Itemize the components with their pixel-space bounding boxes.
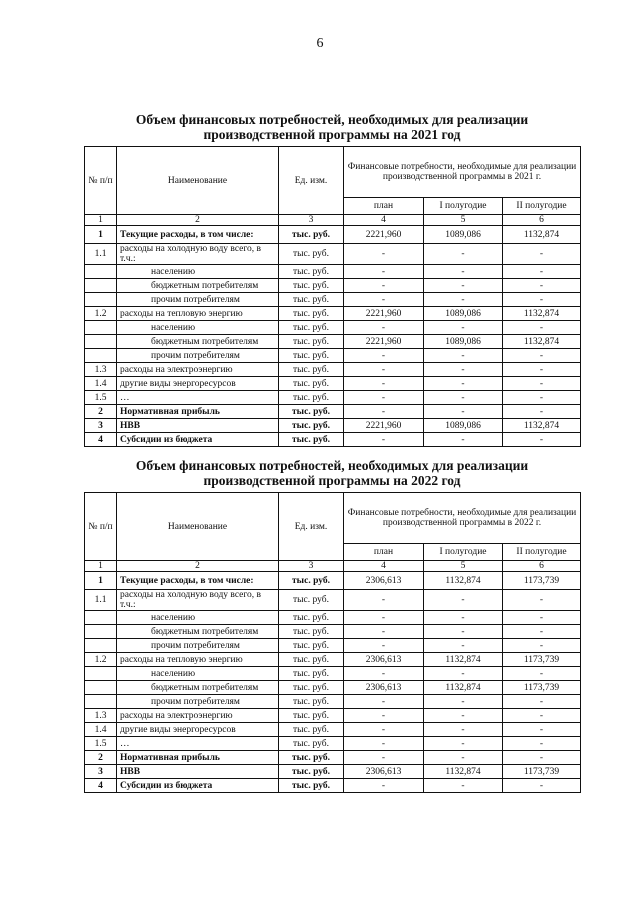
row-plan-cell: -	[344, 433, 424, 447]
row-name-cell: прочим потребителям	[117, 695, 279, 709]
row-half-2-cell: -	[503, 244, 581, 265]
col-number: 3	[279, 215, 344, 226]
row-plan-cell: -	[344, 279, 424, 293]
row-half-1-cell: -	[424, 751, 503, 765]
row-num-cell: 3	[85, 419, 117, 433]
table-row	[85, 653, 581, 667]
page-number: 6	[316, 36, 324, 51]
row-num-cell	[85, 639, 117, 653]
table-row	[85, 779, 581, 793]
row-name-cell: бюджетным потребителям	[117, 681, 279, 695]
row-name-cell: расходы на холодную воду всего, в т.ч.:	[117, 244, 279, 265]
row-num-cell	[85, 611, 117, 625]
row-num-cell: 4	[85, 433, 117, 447]
row-plan-cell: -	[344, 667, 424, 681]
table-row	[85, 391, 581, 405]
row-unit-cell: тыс. руб.	[279, 695, 344, 709]
title-line-1: Объем финансовых потребностей, необходимых для реализации	[135, 458, 529, 473]
row-half-2-cell: 1173,739	[503, 572, 581, 590]
row-half-1-cell: -	[424, 625, 503, 639]
row-half-2-cell: -	[503, 590, 581, 611]
row-plan-cell: -	[344, 590, 424, 611]
col-number: 3	[279, 561, 344, 572]
row-name-cell: другие виды энергоресурсов	[117, 723, 279, 737]
row-num-cell: 1.3	[85, 709, 117, 723]
row-name-cell: населению	[117, 265, 279, 279]
table-body	[85, 493, 581, 793]
row-unit-cell: тыс. руб.	[279, 667, 344, 681]
col-number: 4	[344, 215, 424, 226]
row-num-cell: 1	[85, 572, 117, 590]
col-number: 6	[503, 561, 581, 572]
row-plan-cell: 2221,960	[344, 307, 424, 321]
row-half-1-cell: -	[424, 433, 503, 447]
row-half-2-cell: -	[503, 377, 581, 391]
row-half-1-cell: 1089,086	[424, 419, 503, 433]
col-number: 5	[424, 215, 503, 226]
col-number: 6	[503, 215, 581, 226]
row-half-1-cell: -	[424, 667, 503, 681]
row-half-1-cell: 1089,086	[424, 307, 503, 321]
row-name-cell: НВВ	[117, 419, 279, 433]
row-half-2-cell: -	[503, 723, 581, 737]
row-unit-cell: тыс. руб.	[279, 751, 344, 765]
table-row	[85, 265, 581, 279]
col-number: 2	[117, 561, 279, 572]
table-row	[85, 590, 581, 611]
row-unit-cell: тыс. руб.	[279, 625, 344, 639]
row-name-cell: расходы на электроэнергию	[117, 363, 279, 377]
table-row	[85, 572, 581, 590]
row-plan-cell: -	[344, 751, 424, 765]
row-num-cell	[85, 321, 117, 335]
row-half-2-cell: -	[503, 709, 581, 723]
row-name-cell: …	[117, 737, 279, 751]
row-unit-cell: тыс. руб.	[279, 405, 344, 419]
row-half-2-cell: -	[503, 279, 581, 293]
row-half-2-cell: 1173,739	[503, 653, 581, 667]
row-name-cell: Текущие расходы, в том числе:	[117, 226, 279, 244]
table-row	[85, 709, 581, 723]
table-row	[85, 363, 581, 377]
row-plan-cell: 2306,613	[344, 653, 424, 667]
row-half-1-cell: -	[424, 611, 503, 625]
row-half-1-cell: 1132,874	[424, 681, 503, 695]
section-2022	[84, 458, 580, 793]
row-unit-cell: тыс. руб.	[279, 681, 344, 695]
row-plan-cell: -	[344, 377, 424, 391]
row-unit-cell: тыс. руб.	[279, 293, 344, 307]
row-half-2-cell: -	[503, 349, 581, 363]
row-name-cell: прочим потребителям	[117, 639, 279, 653]
row-num-cell	[85, 335, 117, 349]
row-unit-cell: тыс. руб.	[279, 737, 344, 751]
row-half-2-cell: -	[503, 779, 581, 793]
row-num-cell: 1.1	[85, 244, 117, 265]
header-num: № п/п	[85, 493, 117, 561]
row-half-1-cell: -	[424, 321, 503, 335]
col-number: 1	[85, 215, 117, 226]
row-name-cell: расходы на тепловую энергию	[117, 307, 279, 321]
title-line-2: производственной программы на 2022 год	[203, 473, 461, 488]
row-unit-cell: тыс. руб.	[279, 765, 344, 779]
row-half-2-cell: -	[503, 611, 581, 625]
table-row	[85, 405, 581, 419]
row-plan-cell: -	[344, 405, 424, 419]
row-half-1-cell: -	[424, 377, 503, 391]
header-unit: Ед. изм.	[279, 147, 344, 215]
row-half-2-cell: -	[503, 751, 581, 765]
table-row	[85, 639, 581, 653]
row-half-1-cell: -	[424, 405, 503, 419]
financial-needs-table	[84, 492, 581, 793]
row-plan-cell: -	[344, 695, 424, 709]
row-unit-cell: тыс. руб.	[279, 419, 344, 433]
row-name-cell: расходы на тепловую энергию	[117, 653, 279, 667]
row-num-cell	[85, 667, 117, 681]
row-num-cell: 1.2	[85, 653, 117, 667]
row-name-cell: прочим потребителям	[117, 293, 279, 307]
row-num-cell: 1.5	[85, 391, 117, 405]
row-plan-cell: -	[344, 625, 424, 639]
table-row	[85, 244, 581, 265]
row-half-1-cell: -	[424, 737, 503, 751]
row-half-2-cell: -	[503, 391, 581, 405]
row-half-2-cell: -	[503, 321, 581, 335]
row-half-2-cell: -	[503, 667, 581, 681]
header-half-1: I полугодие	[424, 198, 503, 215]
row-plan-cell: 2221,960	[344, 419, 424, 433]
row-num-cell: 2	[85, 751, 117, 765]
row-name-cell: прочим потребителям	[117, 349, 279, 363]
row-plan-cell: -	[344, 321, 424, 335]
row-num-cell	[85, 279, 117, 293]
row-half-1-cell: -	[424, 639, 503, 653]
table-row	[85, 279, 581, 293]
table-row	[85, 695, 581, 709]
row-unit-cell: тыс. руб.	[279, 377, 344, 391]
row-num-cell	[85, 293, 117, 307]
row-unit-cell: тыс. руб.	[279, 723, 344, 737]
col-number: 5	[424, 561, 503, 572]
row-plan-cell: -	[344, 737, 424, 751]
row-half-1-cell: 1132,874	[424, 653, 503, 667]
row-half-2-cell: 1173,739	[503, 765, 581, 779]
row-unit-cell: тыс. руб.	[279, 639, 344, 653]
row-plan-cell: -	[344, 244, 424, 265]
row-plan-cell: -	[344, 709, 424, 723]
row-half-2-cell: 1132,874	[503, 335, 581, 349]
row-half-2-cell: 1132,874	[503, 419, 581, 433]
row-name-cell: бюджетным потребителям	[117, 625, 279, 639]
title-line-2: производственной программы на 2021 год	[203, 127, 461, 142]
row-name-cell: Нормативная прибыль	[117, 751, 279, 765]
row-plan-cell: -	[344, 611, 424, 625]
row-half-1-cell: -	[424, 265, 503, 279]
row-plan-cell: -	[344, 723, 424, 737]
table-row	[85, 321, 581, 335]
table-row	[85, 433, 581, 447]
row-num-cell: 4	[85, 779, 117, 793]
row-half-1-cell: -	[424, 279, 503, 293]
row-half-2-cell: -	[503, 405, 581, 419]
row-unit-cell: тыс. руб.	[279, 265, 344, 279]
table-row	[85, 723, 581, 737]
col-number: 2	[117, 215, 279, 226]
row-half-1-cell: 1089,086	[424, 226, 503, 244]
row-name-cell: НВВ	[117, 765, 279, 779]
row-num-cell: 1.4	[85, 723, 117, 737]
row-name-cell: бюджетным потребителям	[117, 279, 279, 293]
row-name-cell: населению	[117, 667, 279, 681]
header-unit: Ед. изм.	[279, 493, 344, 561]
row-name-cell: Нормативная прибыль	[117, 405, 279, 419]
table-row	[85, 737, 581, 751]
section-title	[84, 458, 580, 488]
row-unit-cell: тыс. руб.	[279, 779, 344, 793]
header-group: Финансовые потребности, необходимые для реализации производственной программы в 2022 г.	[344, 493, 581, 544]
row-half-1-cell: -	[424, 244, 503, 265]
row-half-1-cell: -	[424, 590, 503, 611]
title-line-1: Объем финансовых потребностей, необходимых для реализации	[135, 112, 529, 127]
row-name-cell: расходы на холодную воду всего, в т.ч.:	[117, 590, 279, 611]
row-half-2-cell: -	[503, 293, 581, 307]
row-num-cell: 1.1	[85, 590, 117, 611]
row-num-cell: 1.4	[85, 377, 117, 391]
row-half-1-cell: -	[424, 709, 503, 723]
row-name-cell: …	[117, 391, 279, 405]
row-unit-cell: тыс. руб.	[279, 433, 344, 447]
row-name-cell: Текущие расходы, в том числе:	[117, 572, 279, 590]
header-half-2: II полугодие	[503, 544, 581, 561]
section-title	[84, 112, 580, 142]
row-num-cell: 3	[85, 765, 117, 779]
row-half-1-cell: -	[424, 391, 503, 405]
header-plan: план	[344, 544, 424, 561]
row-half-2-cell: -	[503, 265, 581, 279]
row-name-cell: Субсидии из бюджета	[117, 779, 279, 793]
row-unit-cell: тыс. руб.	[279, 363, 344, 377]
row-unit-cell: тыс. руб.	[279, 611, 344, 625]
row-plan-cell: 2221,960	[344, 226, 424, 244]
row-plan-cell: 2306,613	[344, 572, 424, 590]
row-plan-cell: -	[344, 779, 424, 793]
row-unit-cell: тыс. руб.	[279, 572, 344, 590]
row-plan-cell: -	[344, 349, 424, 363]
table-row	[85, 349, 581, 363]
row-half-2-cell: 1173,739	[503, 681, 581, 695]
row-half-1-cell: -	[424, 349, 503, 363]
row-num-cell: 1	[85, 226, 117, 244]
row-half-1-cell: 1132,874	[424, 572, 503, 590]
table-row	[85, 419, 581, 433]
row-unit-cell: тыс. руб.	[279, 226, 344, 244]
row-name-cell: бюджетным потребителям	[117, 335, 279, 349]
header-half-2: II полугодие	[503, 198, 581, 215]
row-unit-cell: тыс. руб.	[279, 335, 344, 349]
row-half-2-cell: -	[503, 433, 581, 447]
header-half-1: I полугодие	[424, 544, 503, 561]
table-row	[85, 625, 581, 639]
header-name: Наименование	[117, 147, 279, 215]
row-half-1-cell: -	[424, 293, 503, 307]
row-num-cell: 1.5	[85, 737, 117, 751]
row-half-1-cell: 1089,086	[424, 335, 503, 349]
row-num-cell	[85, 625, 117, 639]
table-row	[85, 751, 581, 765]
row-half-1-cell: 1132,874	[424, 765, 503, 779]
row-plan-cell: 2306,613	[344, 765, 424, 779]
row-num-cell: 2	[85, 405, 117, 419]
header-name: Наименование	[117, 493, 279, 561]
row-plan-cell: -	[344, 265, 424, 279]
row-plan-cell: -	[344, 293, 424, 307]
table-row	[85, 667, 581, 681]
header-group: Финансовые потребности, необходимые для реализации производственной программы в 2021 г.	[344, 147, 581, 198]
row-half-1-cell: -	[424, 779, 503, 793]
header-plan: план	[344, 198, 424, 215]
header-num: № п/п	[85, 147, 117, 215]
row-half-2-cell: -	[503, 625, 581, 639]
row-unit-cell: тыс. руб.	[279, 590, 344, 611]
row-name-cell: другие виды энергоресурсов	[117, 377, 279, 391]
row-unit-cell: тыс. руб.	[279, 321, 344, 335]
row-name-cell: расходы на электроэнергию	[117, 709, 279, 723]
row-half-1-cell: -	[424, 723, 503, 737]
row-half-2-cell: -	[503, 695, 581, 709]
row-plan-cell: -	[344, 363, 424, 377]
row-plan-cell: -	[344, 391, 424, 405]
row-unit-cell: тыс. руб.	[279, 279, 344, 293]
row-unit-cell: тыс. руб.	[279, 709, 344, 723]
row-num-cell	[85, 265, 117, 279]
table-row	[85, 681, 581, 695]
table-row	[85, 226, 581, 244]
row-num-cell	[85, 349, 117, 363]
row-num-cell: 1.2	[85, 307, 117, 321]
col-number: 4	[344, 561, 424, 572]
table-row	[85, 377, 581, 391]
row-unit-cell: тыс. руб.	[279, 244, 344, 265]
row-half-2-cell: -	[503, 639, 581, 653]
table-row	[85, 335, 581, 349]
row-half-2-cell: -	[503, 363, 581, 377]
row-half-1-cell: -	[424, 363, 503, 377]
table-row	[85, 307, 581, 321]
row-name-cell: Субсидии из бюджета	[117, 433, 279, 447]
row-half-1-cell: -	[424, 695, 503, 709]
row-plan-cell: 2306,613	[344, 681, 424, 695]
row-half-2-cell: 1132,874	[503, 226, 581, 244]
row-num-cell	[85, 681, 117, 695]
row-num-cell	[85, 695, 117, 709]
col-number: 1	[85, 561, 117, 572]
row-unit-cell: тыс. руб.	[279, 653, 344, 667]
row-unit-cell: тыс. руб.	[279, 307, 344, 321]
row-plan-cell: -	[344, 639, 424, 653]
row-unit-cell: тыс. руб.	[279, 391, 344, 405]
table-body	[85, 147, 581, 447]
row-half-2-cell: -	[503, 737, 581, 751]
table-row	[85, 611, 581, 625]
table-row	[85, 293, 581, 307]
row-unit-cell: тыс. руб.	[279, 349, 344, 363]
section-2021	[84, 112, 580, 447]
table-row	[85, 765, 581, 779]
row-name-cell: населению	[117, 321, 279, 335]
row-num-cell: 1.3	[85, 363, 117, 377]
row-half-2-cell: 1132,874	[503, 307, 581, 321]
financial-needs-table	[84, 146, 581, 447]
row-plan-cell: 2221,960	[344, 335, 424, 349]
row-name-cell: населению	[117, 611, 279, 625]
